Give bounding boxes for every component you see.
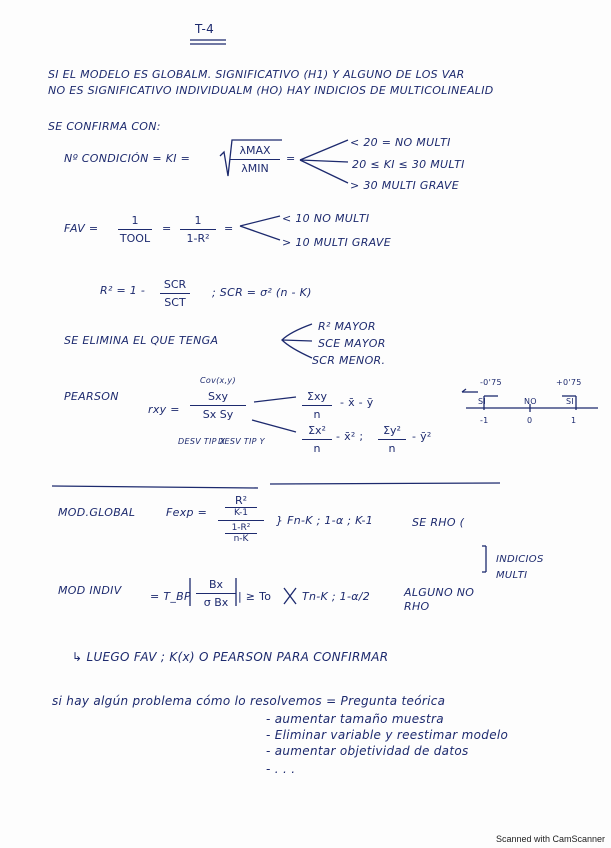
global-label: MOD.GLOBAL (58, 506, 136, 519)
global-d1: K-1 (234, 508, 248, 518)
global-n1: R² (234, 494, 248, 507)
fav-label: FAV = (64, 222, 99, 235)
pearson-den: Sx Sy (202, 408, 234, 421)
problema-line: si hay algún problema cómo lo resolvemos = Pregunta teórica (52, 694, 446, 708)
fav-num-2: 1 (194, 214, 202, 227)
scale-left: -0'75 (480, 378, 502, 387)
pearson-f2-den: n (313, 442, 321, 455)
scale-tick-1: 1 (571, 416, 577, 425)
condition-branch-3: > 30 MULTI GRAVE (350, 179, 460, 192)
scale-tick-0: 0 (527, 416, 533, 425)
pearson-f2-rest: - x̄² ; (336, 430, 364, 443)
pearson-f3-den: n (388, 442, 396, 455)
scale-tick-minus1: -1 (480, 416, 489, 425)
indiv-label: MOD INDIV (58, 584, 122, 597)
scale-si-1: SI (478, 397, 487, 406)
global-fexp: Fexp = (166, 506, 208, 519)
pearson-desv-x: DESV TIP X (178, 437, 226, 446)
indicios-label: INDICIOS MULTI (496, 554, 544, 581)
pearson-f2-num: Σx² (308, 424, 326, 437)
fav-num-1: 1 (131, 214, 139, 227)
global-rhs: } Fn-K ; 1-α ; K-1 (276, 514, 374, 527)
eliminate-label: SE ELIMINA EL QUE TENGA (64, 334, 219, 347)
pearson-label: PEARSON (64, 390, 119, 403)
scale-right: +0'75 (556, 378, 582, 387)
pearson-f1-num: Σxy (307, 390, 327, 403)
scale-si-2: SI (566, 397, 575, 406)
scanner-footer: Scanned with CamScanner (495, 834, 605, 844)
pearson-rxy: rxy = (148, 403, 180, 416)
eliminate-branch-2: SCE MAYOR (318, 337, 386, 350)
pearson-f1-rest: - x̄ - ȳ (340, 396, 374, 409)
problema-item-3: - aumentar objetividad de datos (266, 744, 469, 758)
condition-num: λMAX (239, 144, 271, 157)
r2-num: SCR (163, 278, 187, 291)
intro-line-1: SI EL MODELO ES GLOBALM. SIGNIFICATIVO (H1) Y ALGUNO DE LOS VAR (48, 68, 465, 81)
page-title: T-4 (195, 22, 215, 36)
fav-branch-2: > 10 MULTI GRAVE (282, 236, 392, 249)
condition-branch-1: < 20 = NO MULTI (350, 136, 451, 149)
fav-eq-2: = (224, 222, 234, 235)
indiv-den: σ Bx (203, 596, 229, 609)
global-n2: 1-R² (231, 523, 251, 533)
indiv-rhs-1: | ≥ To (238, 590, 272, 603)
indiv-num: Bx (208, 578, 224, 591)
problema-item-2: - Eliminar variable y reestimar modelo (266, 728, 509, 742)
pearson-f3-rest: - ȳ² (412, 430, 432, 443)
pearson-cov: Cov(x,y) (200, 376, 236, 385)
pearson-desv-y: DESV TIP Y (218, 437, 265, 446)
fav-den-2: 1-R² (186, 232, 210, 245)
fav-den-1: TOOL (119, 232, 151, 245)
problema-item-4: - . . . (266, 762, 296, 776)
fav-branch-1: < 10 NO MULTI (282, 212, 370, 225)
pearson-f1-den: n (313, 408, 321, 421)
pearson-f3-num: Σy² (383, 424, 401, 437)
intro-line-2: NO ES SIGNIFICATIVO INDIVIDUALM (HO) HAY INDICIOS DE MULTICOLINEALID (48, 84, 494, 97)
scale-no: NO (524, 397, 537, 406)
global-rho: SE RHO ( (412, 516, 465, 529)
r2-lhs: R² = 1 - (100, 284, 146, 297)
luego-line: ↳ LUEGO FAV ; K(x) O PEARSON PARA CONFIRMAR (72, 650, 389, 664)
condition-branch-2: 20 ≤ KI ≤ 30 MULTI (352, 158, 465, 171)
condition-eq: = (286, 152, 296, 165)
condition-den: λMIN (241, 162, 269, 175)
indiv-top: = T_BP (150, 590, 191, 603)
indiv-rhs-3: ALGUNO NO RHO (404, 586, 475, 613)
eliminate-branch-3: SCR MENOR. (312, 354, 386, 367)
eliminate-branch-1: R² MAYOR (318, 320, 376, 333)
condition-label: Nº CONDICIÓN = KI = (64, 152, 191, 165)
global-d2: n-K (233, 534, 249, 544)
r2-den: SCT (164, 296, 186, 309)
intro-line-3: SE CONFIRMA CON: (48, 120, 161, 133)
pearson-num: Sxy (207, 390, 228, 403)
problema-item-1: - aumentar tamaño muestra (266, 712, 444, 726)
r2-rhs: ; SCR = σ² (n - K) (212, 286, 312, 299)
indiv-rhs-2: Tn-K ; 1-α/2 (302, 590, 371, 603)
fav-eq: = (162, 222, 172, 235)
